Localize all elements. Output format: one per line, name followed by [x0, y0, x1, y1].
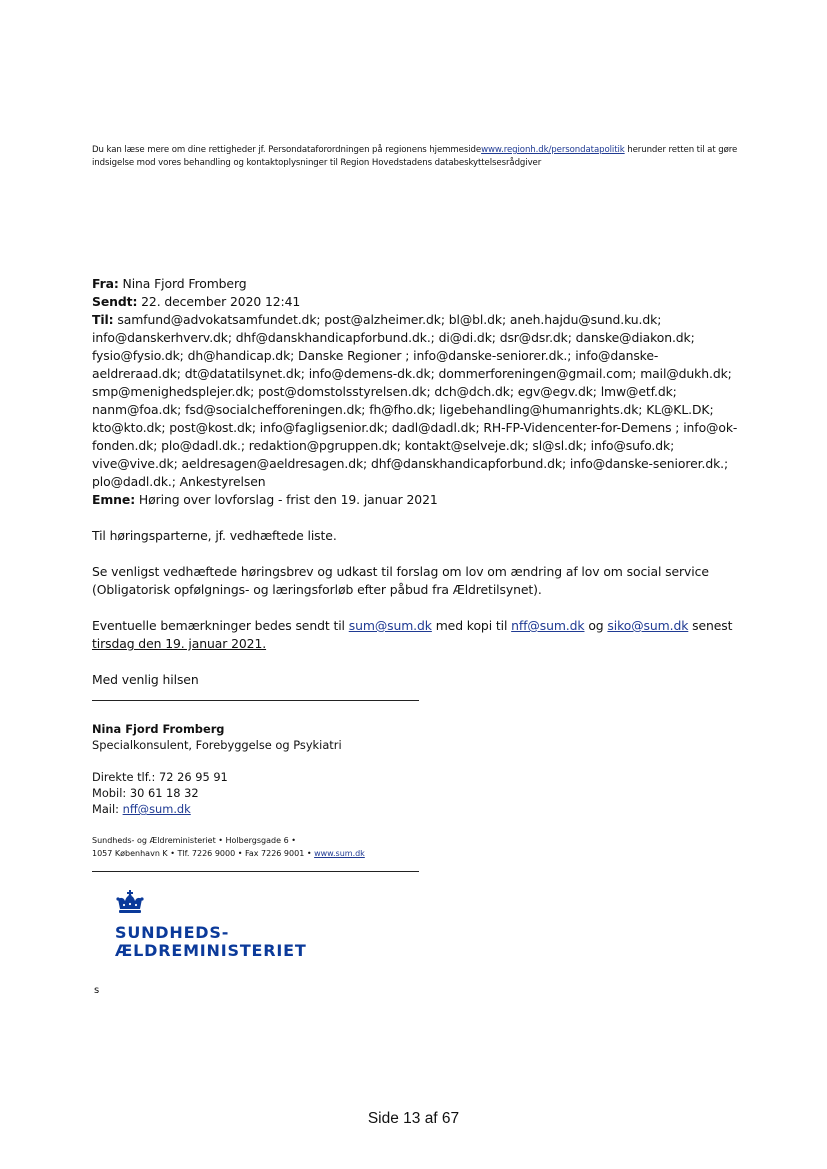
logo-line-2: ÆLDREMINISTERIET — [115, 941, 307, 960]
deadline-date: tirsdag den 19. januar 2021. — [92, 636, 267, 651]
to-block — [92, 311, 742, 491]
attachment-paragraph-line: Se venligst vedhæftede høringsbrev og udkast til forslag om lov om ændring af lov om social service — [92, 564, 709, 579]
to-recipients: samfund@advokatsamfundet.dk; post@alzheimer.dk; bl@bl.dk; aneh.hajdu@sund.ku.dk; — [117, 312, 662, 327]
to-line: kto@kto.dk; post@kost.dk; info@fagligsenior.dk; dadl@dadl.dk; RH-FP-Videncenter-for-Demens ; info@ok- — [92, 420, 738, 435]
deadline-text: med kopi til — [431, 618, 512, 633]
signature-name: Nina Fjord Fromberg — [92, 722, 225, 736]
to-line: aeldreraad.dk; dt@datatilsynet.dk; info@demens-dk.dk; dommerforeningen@gmail.com; mail@dukh.dk; — [92, 366, 732, 381]
nff-email-link[interactable]: nff@sum.dk — [511, 618, 585, 633]
privacy-policy-link[interactable]: www.regionh.dk/persondatapolitik — [481, 145, 625, 155]
deadline-paragraph — [92, 617, 742, 635]
to-line: smp@menighedsplejer.dk; post@domstolsstyrelsen.dk; dch@dch.dk; egv@egv.dk; lmw@etf.dk; — [92, 384, 677, 399]
greeting-paragraph: Til høringsparterne, jf. vedhæftede liste. — [92, 528, 337, 543]
mail-row — [92, 801, 492, 817]
ministry-website-link[interactable]: www.sum.dk — [314, 849, 365, 858]
notice-text-continued: herunder retten til at gøre indsigelse mod vores behandling og kontaktoplysninger til Region Hovedstadens databeskyttelsesrådgiver — [92, 145, 738, 168]
stray-mark: s — [94, 985, 100, 996]
to-line: plo@dadl.dk.; Ankestyrelsen — [92, 474, 266, 489]
direct-phone-label: Direkte tlf.: — [92, 770, 159, 784]
sent-value: 22. december 2020 12:41 — [141, 294, 301, 309]
mobile-phone-value: 30 61 18 32 — [129, 786, 199, 800]
subject-row — [92, 491, 742, 509]
to-line — [92, 311, 742, 329]
from-label: Fra: — [92, 276, 119, 291]
page-number: Side 13 af 67 — [367, 1110, 460, 1127]
closing-text: Med venlig hilsen — [92, 672, 199, 687]
to-line: vive@vive.dk; aeldresagen@aeldresagen.dk; dhf@danskhandicapforbund.dk; info@danske-seniorer.dk.; — [92, 456, 729, 471]
to-line: fysio@fysio.dk; dh@handicap.dk; Danske Regioner ; info@danske-seniorer.dk.; info@danske- — [92, 348, 659, 363]
siko-email-link[interactable]: siko@sum.dk — [607, 618, 689, 633]
crown-icon — [115, 890, 145, 918]
footer-address-line: Sundheds- og Ældreministeriet • Holbergsgade 6 • — [92, 836, 296, 845]
subject-value: Høring over lovforslag - frist den 19. januar 2021 — [138, 492, 438, 507]
to-label: Til: — [92, 312, 114, 327]
to-line: info@danskerhverv.dk; dhf@danskhandicapforbund.dk.; di@di.dk; dsr@dsr.dk; danske@diakon.dk; — [92, 330, 695, 345]
direct-phone — [92, 769, 492, 785]
notice-text: Du kan læse mere om dine rettigheder jf. Persondataforordningen på regionens hjemmeside — [92, 145, 482, 155]
ministry-logo — [115, 890, 145, 922]
from-row — [92, 275, 742, 293]
sum-email-link[interactable]: sum@sum.dk — [348, 618, 432, 633]
sent-label: Sendt: — [92, 294, 138, 309]
signature-title: Specialkonsulent, Forebyggelse og Psykiatri — [92, 738, 342, 752]
deadline-text: senest — [688, 618, 733, 633]
logo-line-1: SUNDHEDS- — [115, 923, 230, 942]
footer-contact-line — [92, 847, 432, 860]
from-value: Nina Fjord Fromberg — [122, 276, 247, 291]
mobile-phone-label: Mobil: — [92, 786, 130, 800]
ministry-footer — [92, 834, 432, 860]
privacy-notice — [92, 144, 742, 170]
mail-label: Mail: — [92, 802, 123, 816]
mobile-phone — [92, 785, 492, 801]
attachment-paragraph-line: (Obligatorisk opfølgnings- og læringsforløb efter påbud fra Ældretilsynet). — [92, 582, 542, 597]
direct-phone-value: 72 26 95 91 — [158, 770, 228, 784]
ministry-logo-text — [115, 924, 307, 960]
signature-divider — [92, 700, 419, 701]
sent-row — [92, 293, 742, 311]
footer-contact-text: 1057 København K • Tlf. 7226 9000 • Fax 7226 9001 • — [92, 849, 315, 858]
signature-block — [92, 721, 492, 817]
deadline-text: og — [584, 618, 608, 633]
to-line: nanm@foa.dk; fsd@socialchefforeningen.dk; fh@fho.dk; ligebehandling@humanrights.dk; KL@KL.DK; — [92, 402, 714, 417]
deadline-text: Eventuelle bemærkninger bedes sendt til — [92, 618, 349, 633]
signature-email-link[interactable]: nff@sum.dk — [122, 802, 191, 816]
email-message — [92, 275, 742, 689]
footer-divider — [92, 871, 419, 872]
to-line: fonden.dk; plo@dadl.dk.; redaktion@pgruppen.dk; kontakt@selveje.dk; sl@sl.dk; info@sufo.dk; — [92, 438, 675, 453]
subject-label: Emne: — [92, 492, 136, 507]
